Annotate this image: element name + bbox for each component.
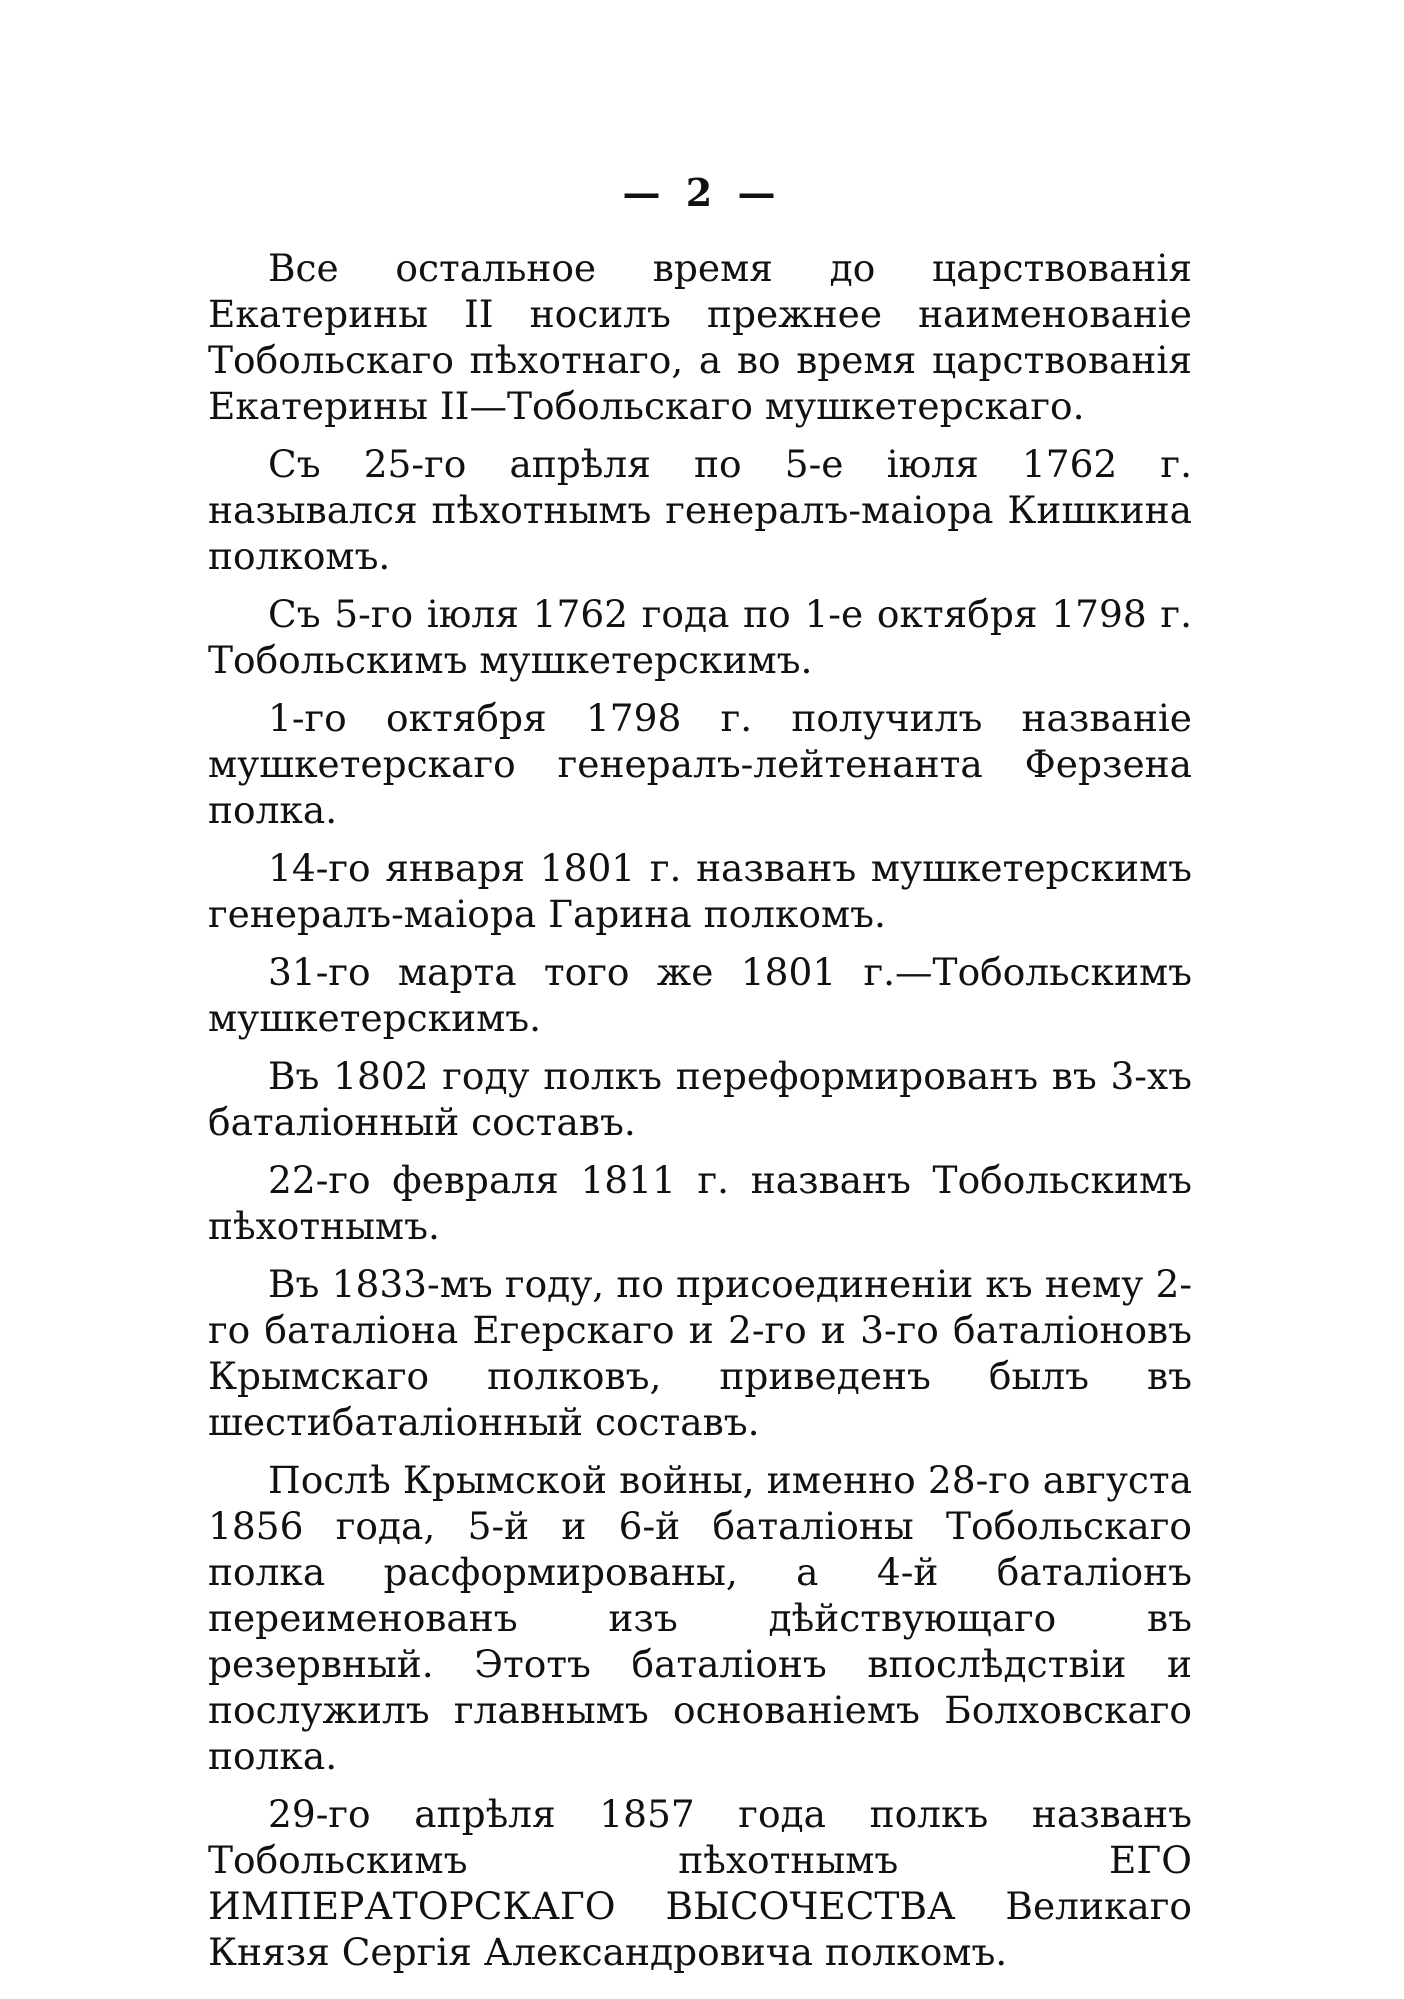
paragraph: Въ 1802 году полкъ переформированъ въ 3-хъ баталіонный составъ. [208,1054,1192,1144]
paragraph: 22-го февраля 1811 г. названъ Тобольскимъ пѣхотнымъ. [208,1158,1192,1248]
paragraph: 29-го апрѣля 1857 года полкъ названъ Тобольскимъ пѣхотнымъ ЕГО ИМПЕРАТОРСКАГО ВЫСОЧЕСТВА Великаго Князя Сергія Александровича полкомъ. [208,1792,1192,1974]
paragraph: Все остальное время до царствованія Екатерины II носилъ прежнее наименованіе Тобольскаго пѣхотнаго, а во время царствованія Екатерины II—Тобольскаго мушкетерскаго. [208,246,1192,428]
paragraph: 14-го января 1801 г. названъ мушкетерскимъ генералъ-маіора Гарина полкомъ. [208,846,1192,936]
page-number: — 2 — [622,170,782,215]
text-body [208,245,1192,1987]
paragraph: Съ 25-го апрѣля по 5-е іюля 1762 г. назывался пѣхотнымъ генералъ-маіора Кишкина полкомъ. [208,442,1192,578]
paragraph: 1-го октября 1798 г. получилъ названіе мушкетерскаго генералъ-лейтенанта Ферзена полка. [208,696,1192,832]
paragraph: Съ 5-го іюля 1762 года по 1-е октября 1798 г. Тобольскимъ мушкетерскимъ. [208,592,1192,682]
paragraph: 31-го марта того же 1801 г.—Тобольскимъ мушкетерскимъ. [208,950,1192,1040]
paragraph: Послѣ Крымской войны, именно 28-го августа 1856 года, 5-й и 6-й баталіоны Тобольскаго полка расформированы, а 4-й баталіонъ переименованъ изъ дѣйствующаго въ резервный. Этотъ баталіонъ впослѣдствіи и послужилъ главнымъ основаніемъ Болховскаго полка. [208,1458,1192,1778]
paragraph: Въ 1833-мъ году, по присоединеніи къ нему 2-го баталіона Егерскаго и 2-го и 3-го баталіоновъ Крымскаго полковъ, приведенъ былъ въ шестибаталіонный составъ. [208,1262,1192,1444]
